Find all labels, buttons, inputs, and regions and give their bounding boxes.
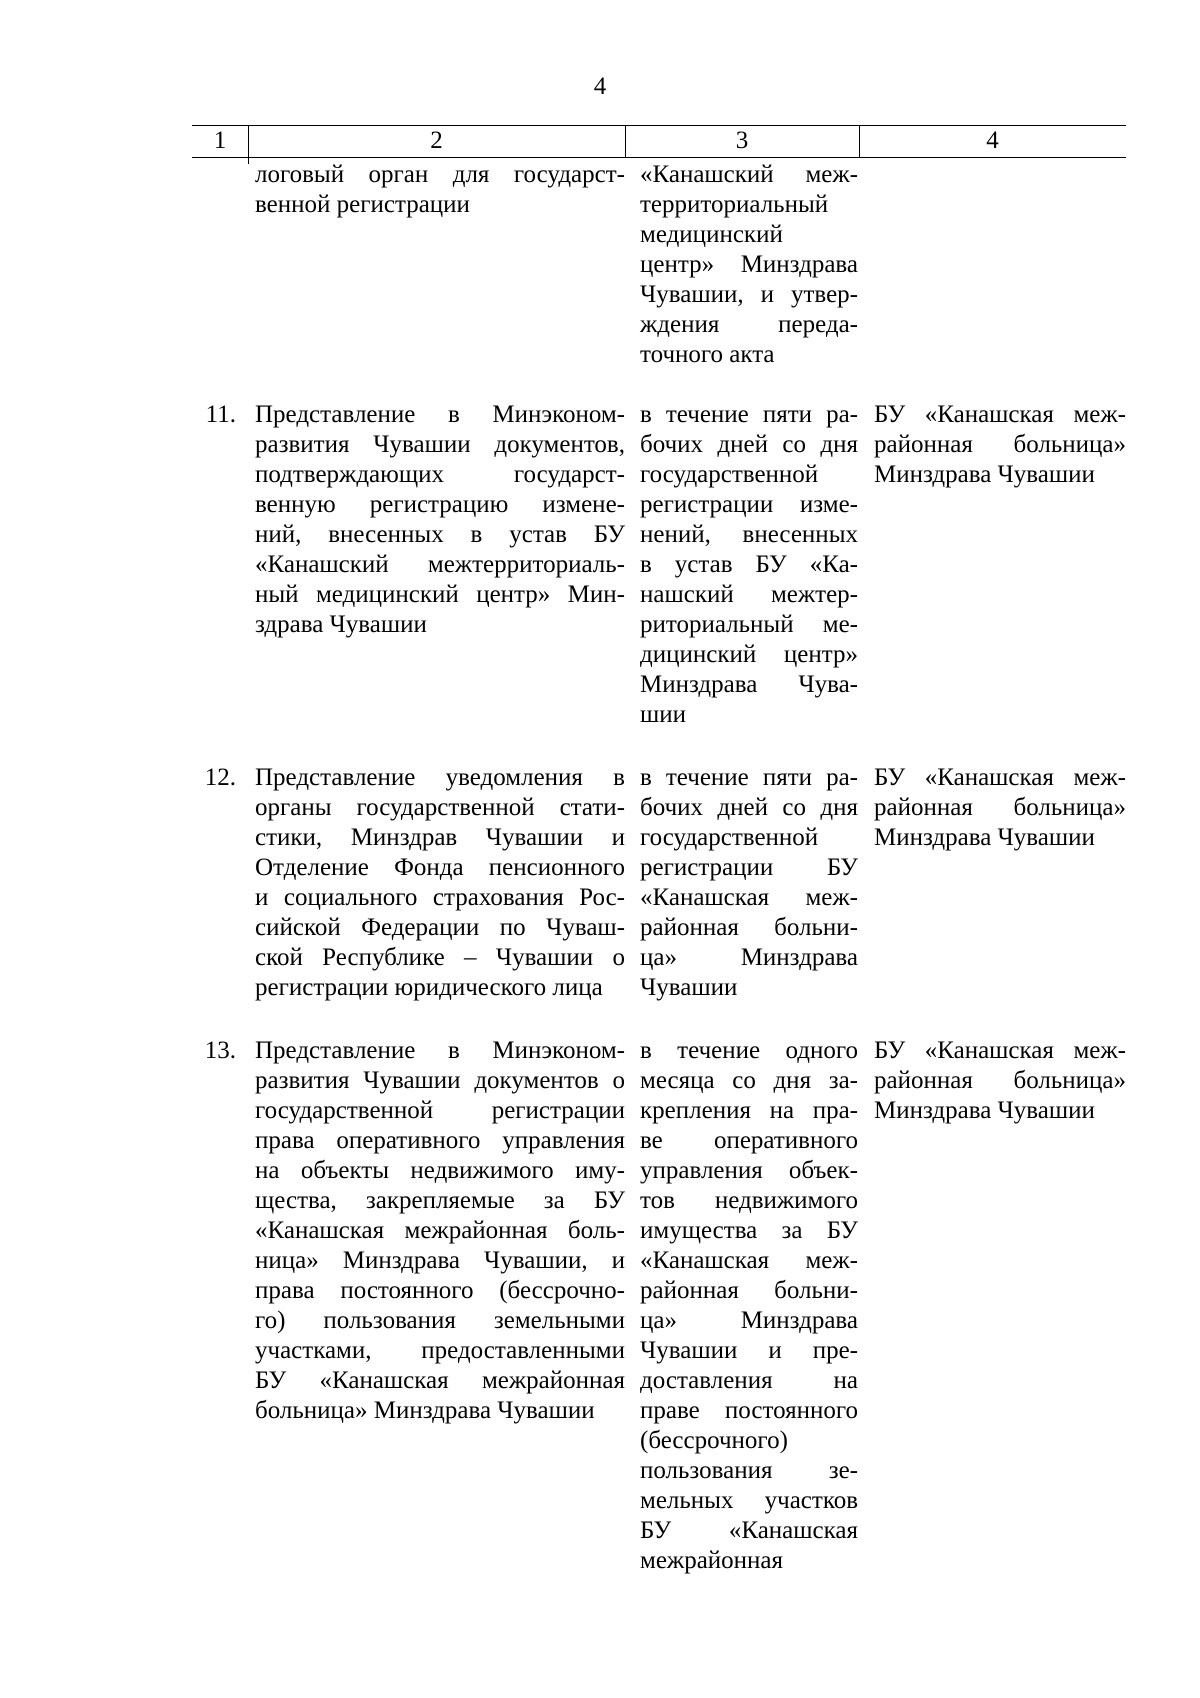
text-line: регистрации БУ (640, 854, 858, 881)
cell-col2 (255, 763, 625, 1003)
text-line: тов недвижимого (640, 1187, 858, 1214)
text-line: Чувашии, и утвер- (640, 281, 858, 308)
text-line: имущества за БУ (640, 1217, 858, 1244)
header-col-1: 1 (192, 126, 249, 157)
text-line: «Канашская меж- (640, 1247, 858, 1274)
text-line: логовый орган для государст- (255, 161, 625, 188)
text-line: БУ «Канашская межрайонная (255, 1367, 625, 1394)
text-line: Минздрава Чувашии (874, 461, 1095, 488)
text-line: ный медицинский центр» Мин- (255, 581, 625, 608)
text-line: больница» Минздрава Чувашии (255, 1397, 595, 1424)
text-line: государственной (640, 824, 819, 851)
text-line: Чувашии и пре- (640, 1337, 858, 1364)
text-line: точного акта (640, 341, 775, 368)
text-line: пользования зе- (640, 1457, 858, 1484)
text-line: центр» Минздрава (640, 251, 858, 278)
header-col-3: 3 (625, 126, 860, 157)
text-line: права постоянного (бессрочно- (255, 1277, 625, 1304)
page-number: 4 (593, 73, 607, 100)
text-line: управления объек- (640, 1157, 858, 1184)
row-number: 11. (205, 401, 236, 428)
text-line: государственной регистрации (255, 1097, 625, 1124)
text-line: нашский межтер- (640, 581, 858, 608)
text-line: ской Республике – Чувашии о (255, 944, 625, 971)
cell-col3 (640, 160, 858, 370)
text-line: «Канашский меж- (640, 161, 858, 188)
text-line: в устав БУ «Ка- (640, 551, 858, 578)
text-line: стики, Минздрав Чувашии и (255, 824, 625, 851)
cell-col3 (640, 400, 858, 730)
header-col-2: 2 (248, 126, 626, 157)
cell-col2 (255, 1036, 625, 1426)
cell-col2 (255, 160, 625, 220)
text-line: развития Чувашии документов, (255, 431, 625, 458)
text-line: регистрации юридического лица (255, 974, 603, 1001)
text-line: доставления на (640, 1367, 858, 1394)
text-line: Представление в Минэконом- (255, 401, 625, 428)
text-line: «Канашский межтерриториаль- (255, 551, 625, 578)
text-line: районная больни- (640, 914, 858, 941)
text-line: риториальный ме- (640, 611, 858, 638)
text-line: ница» Минздрава Чувашии, и (255, 1247, 625, 1274)
text-line: бочих дней со дня (640, 794, 858, 821)
text-line: мельных участков (640, 1487, 858, 1514)
text-line: щества, закрепляемые за БУ (255, 1187, 625, 1214)
text-line: районная больница» (874, 431, 1126, 458)
text-line: «Канашская межрайонная боль- (255, 1217, 625, 1244)
text-line: БУ «Канашская (640, 1517, 858, 1544)
cell-col4 (874, 1036, 1126, 1126)
text-line: нений, внесенных (640, 521, 858, 548)
text-line: ний, внесенных в устав БУ (255, 521, 625, 548)
text-line: районная больница» (874, 1067, 1126, 1094)
text-line: венную регистрацию измене- (255, 491, 625, 518)
cell-col3 (640, 1036, 858, 1576)
text-line: в течение пяти ра- (640, 764, 858, 791)
text-line: ца» Минздрава (640, 1307, 858, 1334)
text-line: районная больница» (874, 794, 1126, 821)
text-line: месяца со дня за- (640, 1067, 858, 1094)
cell-col4 (874, 400, 1126, 490)
text-line: сийской Федерации по Чуваш- (255, 914, 625, 941)
text-line: праве постоянного (640, 1397, 858, 1424)
text-line: участками, предоставленными (255, 1337, 625, 1364)
text-line: крепления на пра- (640, 1097, 858, 1124)
row-number: 13. (204, 1037, 236, 1064)
text-line: Чувашии (640, 974, 738, 1001)
text-line: Минздрава Чувашии (874, 824, 1095, 851)
text-line: Представление в Минэконом- (255, 1037, 625, 1064)
text-line: межрайонная (640, 1547, 784, 1574)
text-line: регистрации изме- (640, 491, 858, 518)
text-line: развития Чувашии документов о (255, 1067, 625, 1094)
text-line: в течение одного (640, 1037, 858, 1064)
text-line: шии (640, 701, 687, 728)
text-line: ве оперативного (640, 1127, 858, 1154)
text-line: здрава Чувашии (255, 611, 427, 638)
text-line: Минздрава Чува- (640, 671, 858, 698)
text-line: и социального страхования Рос- (255, 884, 625, 911)
text-line: Отделение Фонда пенсионного (255, 854, 625, 881)
cell-col4 (874, 763, 1126, 853)
text-line: медицинский (640, 221, 783, 248)
row-number: 12. (204, 764, 236, 791)
text-line: Минздрава Чувашии (874, 1097, 1095, 1124)
text-line: районная больни- (640, 1277, 858, 1304)
text-line: БУ «Канашская меж- (874, 764, 1126, 791)
text-line: БУ «Канашская меж- (874, 401, 1126, 428)
text-line: бочих дней со дня (640, 431, 858, 458)
text-line: (бессрочного) (640, 1427, 788, 1454)
text-line: в течение пяти ра- (640, 401, 858, 428)
cell-col3 (640, 763, 858, 1003)
table-header-row (192, 125, 1126, 158)
text-line: БУ «Канашская меж- (874, 1037, 1126, 1064)
column-divider (248, 156, 249, 164)
text-line: «Канашская меж- (640, 884, 858, 911)
text-line: дицинский центр» (640, 641, 858, 668)
text-line: на объекты недвижимого иму- (255, 1157, 625, 1184)
text-line: государственной (640, 461, 819, 488)
cell-col2 (255, 400, 625, 640)
text-line: права оперативного управления (255, 1127, 625, 1154)
text-line: Представление уведомления в (255, 764, 625, 791)
text-line: ждения переда- (640, 311, 858, 338)
header-col-4: 4 (986, 127, 999, 154)
text-line: подтверждающих государст- (255, 461, 625, 488)
text-line: ца» Минздрава (640, 944, 858, 971)
text-line: территориальный (640, 191, 829, 218)
text-line: го) пользования земельными (255, 1307, 625, 1334)
text-line: органы государственной стати- (255, 794, 625, 821)
text-line: венной регистрации (255, 191, 470, 218)
